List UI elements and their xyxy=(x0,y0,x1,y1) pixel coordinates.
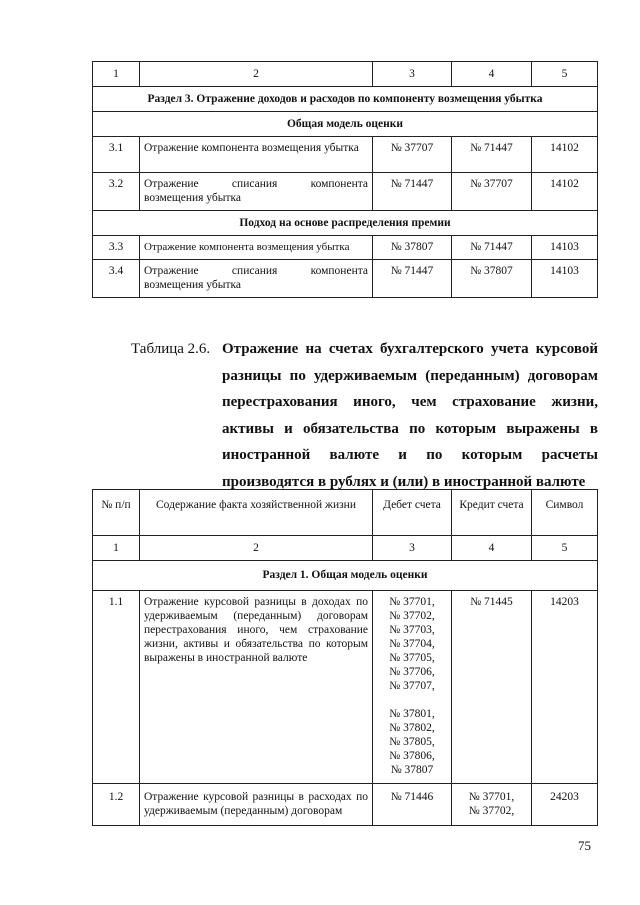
header-debit: Дебет счета xyxy=(373,490,452,536)
column-number-row xyxy=(93,536,598,561)
row-number: 3.2 xyxy=(93,173,140,211)
table-row xyxy=(93,260,598,298)
credit-accounts: № 37701, № 37702, xyxy=(452,784,532,826)
symbol: 24203 xyxy=(532,784,598,826)
row-content: Отражение списания компонента возмещения убытка xyxy=(140,173,373,211)
row-number: 1.2 xyxy=(93,784,140,826)
debit-accounts: № 37701, № 37702, № 37703, № 37704, № 37705, № 37706, № 37707, № 37801, № 37802, № 37805, № 37806, № 37807 xyxy=(373,591,452,784)
page-number: 75 xyxy=(578,838,591,853)
credit-account: № 37807 xyxy=(452,260,532,298)
row-number: 1.1 xyxy=(93,591,140,784)
header-content: Содержание факта хозяйственной жизни xyxy=(140,490,373,536)
row-number: 3.4 xyxy=(93,260,140,298)
debit-account: № 37807 xyxy=(373,236,452,260)
col-number: 5 xyxy=(532,62,598,87)
caption-title-line: разницы по удерживаемым (переданным) договорам xyxy=(222,367,598,384)
col-number: 2 xyxy=(140,62,373,87)
credit-account: № 71447 xyxy=(452,137,532,173)
table-row xyxy=(93,784,598,826)
header-row xyxy=(93,490,598,536)
col-number: 1 xyxy=(93,62,140,87)
credit-account: № 37707 xyxy=(452,173,532,211)
group-title: Подход на основе распределения премии xyxy=(93,211,598,236)
col-number: 3 xyxy=(373,62,452,87)
group-title: Общая модель оценки xyxy=(93,112,598,137)
table-row xyxy=(93,236,598,260)
debit-account: № 71447 xyxy=(373,173,452,211)
col-number: 3 xyxy=(373,536,452,561)
symbol: 14103 xyxy=(532,260,598,298)
section-title: Раздел 3. Отражение доходов и расходов по компоненту возмещения убытка xyxy=(93,87,598,112)
credit-account: № 71445 xyxy=(452,591,532,784)
symbol: 14102 xyxy=(532,137,598,173)
caption-title-line: перестрахования иного, чем страхование жизни, xyxy=(222,394,598,410)
col-number: 5 xyxy=(532,536,598,561)
symbol: 14103 xyxy=(532,236,598,260)
table-row xyxy=(93,173,598,211)
header-symbol: Символ xyxy=(532,490,598,536)
debit-account: № 71446 xyxy=(373,784,452,826)
caption-title-line: активы и обязательства по которым выражены в xyxy=(222,420,598,437)
table-row xyxy=(93,591,598,784)
col-number: 2 xyxy=(140,536,373,561)
row-number: 3.3 xyxy=(93,236,140,260)
col-number: 1 xyxy=(93,536,140,561)
debit-account: № 71447 xyxy=(373,260,452,298)
row-content: Отражение компонента возмещения убытка xyxy=(140,137,373,173)
caption-title-line: иностранной валюте и по которым расчеты xyxy=(222,447,598,463)
symbol: 14203 xyxy=(532,591,598,784)
row-content: Отражение списания компонента возмещения убытка xyxy=(140,260,373,298)
row-content: Отражение курсовой разницы в доходах по удерживаемым (переданным) договорам перестрахования иного, чем страхование жизни, активы и обязательства по которым выражены в иностранной валюте xyxy=(140,591,373,784)
caption-title-line: производятся в рублях и (или) в иностранной валюте xyxy=(222,473,586,490)
caption-title-line: Отражение на счетах бухгалтерского учета курсовой xyxy=(222,341,598,357)
table-label: Таблица 2.6. xyxy=(131,341,211,357)
debit-account: № 37707 xyxy=(373,137,452,173)
row-number: 3.1 xyxy=(93,137,140,173)
section-title: Раздел 1. Общая модель оценки xyxy=(93,561,598,591)
table-caption xyxy=(131,336,598,495)
row-content: Отражение курсовой разницы в расходах по удерживаемым (переданным) договорам xyxy=(140,784,373,826)
credit-account: № 71447 xyxy=(452,236,532,260)
symbol: 14102 xyxy=(532,173,598,211)
table-row xyxy=(93,137,598,173)
col-number: 4 xyxy=(452,536,532,561)
accounting-table-2-6 xyxy=(92,489,598,826)
column-number-row xyxy=(93,62,598,87)
col-number: 4 xyxy=(452,62,532,87)
accounting-table-section-3 xyxy=(92,61,598,298)
header-number: № п/п xyxy=(93,490,140,536)
row-content: Отражение компонента возмещения убытка xyxy=(140,236,373,260)
header-credit: Кредит счета xyxy=(452,490,532,536)
